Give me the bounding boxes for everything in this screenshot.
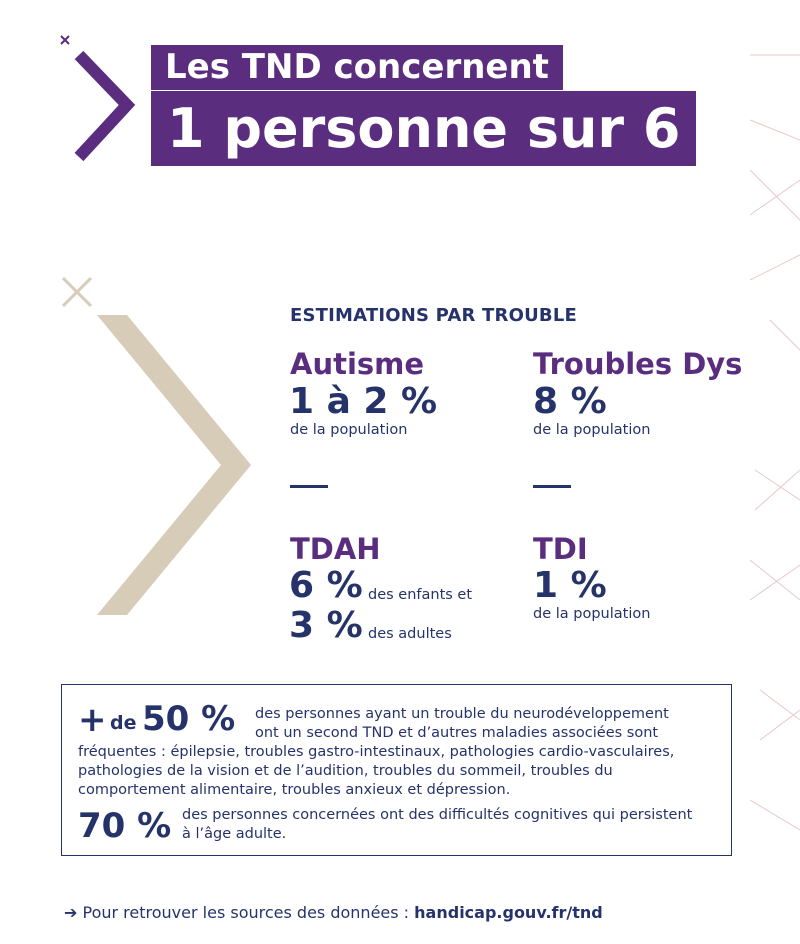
pink-lines-decoration: [740, 40, 800, 860]
dys-name: Troubles Dys: [533, 347, 743, 381]
autisme-unit: de la population: [290, 422, 408, 438]
beige-chevron-decoration: [55, 270, 255, 640]
tdi-name: TDI: [533, 532, 588, 566]
section-heading: ESTIMATIONS PAR TROUBLE: [290, 305, 577, 326]
tdah-children-value: 6 %: [289, 565, 363, 606]
stat-70-percent: 70 %: [78, 806, 172, 846]
page-title-line2: 1 personne sur 6: [151, 91, 696, 166]
dys-unit: de la population: [533, 422, 651, 438]
tdah-adults-value: 3 %: [289, 605, 363, 646]
divider-left: [290, 485, 328, 488]
divider-right: [533, 485, 571, 488]
tdi-unit: de la population: [533, 606, 651, 622]
stat1-text-rest: fréquentes : épilepsie, troubles gastro-intestinaux, pathologies cardio-vasculaires, pathologies de la vision et de l’audition, troubles du sommeil, troubles du comportement alimentaire, troubles anxieux et dépression.: [78, 744, 675, 798]
sources-link[interactable]: handicap.gouv.fr/tnd: [414, 903, 603, 922]
de-word: de: [110, 712, 137, 734]
autisme-name: Autisme: [290, 347, 425, 381]
stat1-text-line2: ont un second TND et d’autres maladies associées sont: [255, 725, 659, 741]
sources-prefix: Pour retrouver les sources des données :: [82, 903, 410, 922]
plus-sign: +: [78, 700, 107, 740]
purple-chevron-decoration: [55, 30, 145, 170]
stat2-text-line2: à l’âge adulte.: [182, 826, 287, 842]
arrow-right-icon: ➔: [64, 903, 78, 922]
stat-50-percent: 50 %: [142, 699, 236, 739]
dys-value: 8 %: [533, 381, 607, 422]
tdah-children-unit: des enfants et: [368, 587, 473, 603]
sources-footer: [64, 903, 603, 922]
stat1-text-line1: des personnes ayant un trouble du neurodéveloppement: [255, 706, 669, 722]
stat2-text-line1: des personnes concernées ont des difficultés cognitives qui persistent: [182, 807, 693, 823]
page-title-line1: Les TND concernent: [151, 45, 563, 90]
tdi-value: 1 %: [533, 565, 607, 606]
autisme-value: 1 à 2 %: [289, 381, 438, 422]
tdah-adults-unit: des adultes: [368, 626, 452, 642]
tdah-name: TDAH: [290, 532, 381, 566]
